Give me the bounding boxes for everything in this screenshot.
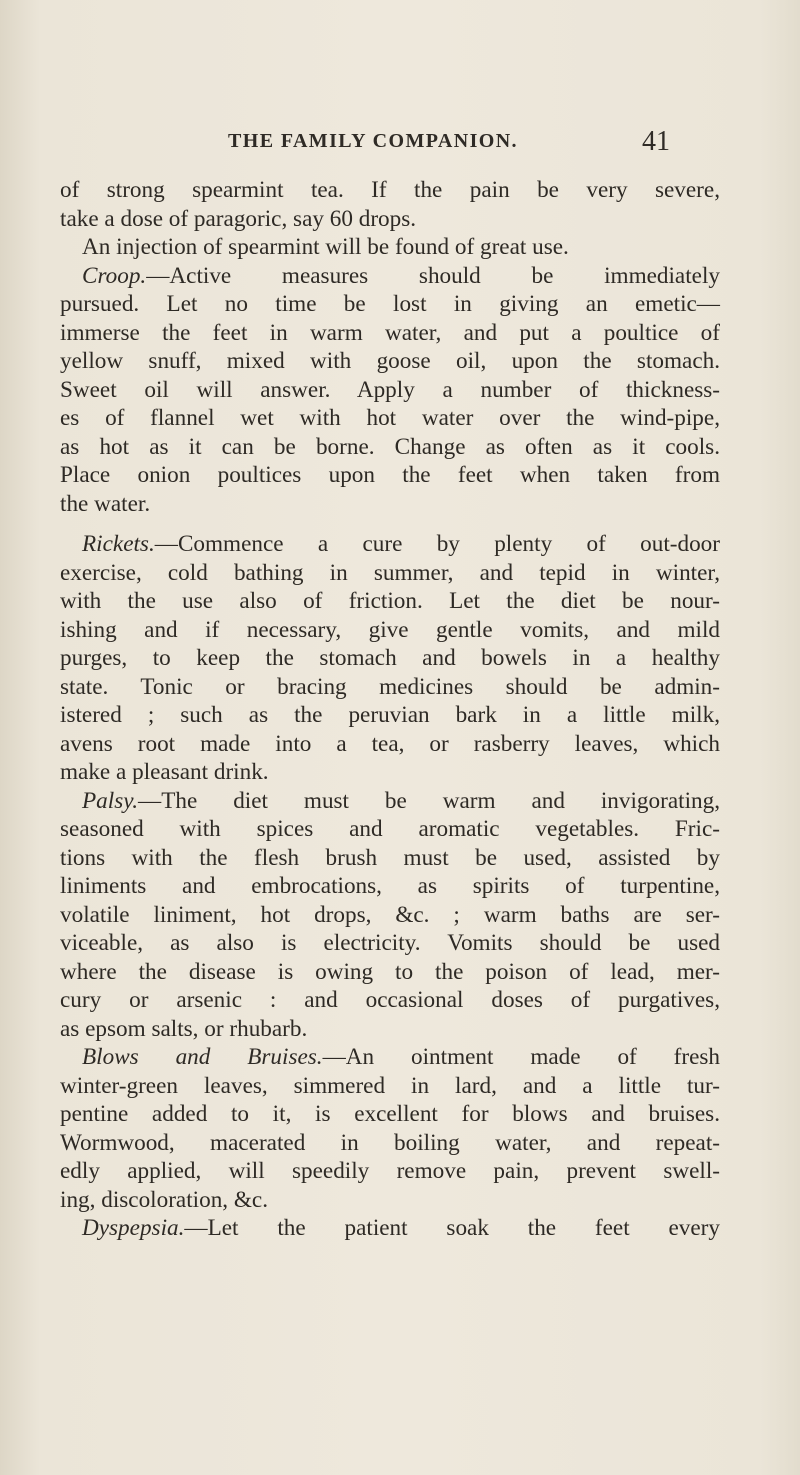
text-line: the water. xyxy=(60,490,151,517)
paragraph-blows-and-bruises xyxy=(60,1043,720,1214)
text-line: with the use also of friction. Let the diet be nour- xyxy=(60,588,720,614)
page-header xyxy=(0,122,800,162)
text-line: cury or arsenic : and occasional doses of purgatives, xyxy=(60,987,720,1013)
text-line: Wormwood, macerated in boiling water, and repeat- xyxy=(60,1129,720,1156)
running-title: THE FAMILY COMPANION. xyxy=(228,130,518,152)
text-line: take a dose of paragoric, say 60 drops. xyxy=(60,205,417,232)
paragraph-croop xyxy=(60,262,720,519)
section-heading-blows-and-bruises: Blows and Bruises. xyxy=(82,1044,323,1070)
paragraph-dyspepsia xyxy=(60,1214,720,1243)
text-line xyxy=(60,1043,720,1072)
paragraph-rickets xyxy=(60,530,720,787)
text-line: ishing and if necessary, give gentle vomits, and mild xyxy=(60,616,720,643)
text-line: volatile liniment, hot drops, &c. ; warm baths are ser- xyxy=(60,901,720,928)
paragraph-injection xyxy=(60,233,720,262)
text-line: pentine added to it, is excellent for blows and bruises. xyxy=(60,1101,720,1127)
text-line: ing, discoloration, &c. xyxy=(60,1186,269,1213)
page-number: 41 xyxy=(642,126,670,157)
text-line: of strong spearmint tea. If the pain be very severe, xyxy=(60,177,720,203)
text-line: tions with the flesh brush must be used, assisted by xyxy=(60,844,720,871)
text-line: avens root made into a tea, or rasberry leaves, which xyxy=(60,730,720,757)
text-line: winter-green leaves, simmered in lard, and a little tur- xyxy=(60,1072,720,1099)
text-line: exercise, cold bathing in summer, and tepid in winter, xyxy=(60,559,720,586)
section-heading-dyspepsia: Dyspepsia. xyxy=(82,1215,185,1241)
section-heading-croop: Croop. xyxy=(82,262,147,289)
text-line: viceable, as also is electricity. Vomits should be used xyxy=(60,930,720,956)
text-fragment: —Active measures should be immediately xyxy=(146,262,720,289)
text-line: liniments and embrocations, as spirits of turpentine, xyxy=(60,873,720,899)
paragraph-palsy xyxy=(60,787,720,1044)
text-line: where the disease is owing to the poison of lead, mer- xyxy=(60,958,720,985)
text-fragment: —Let the patient soak the feet every xyxy=(184,1215,720,1241)
text-line xyxy=(60,530,720,559)
text-line: immerse the feet in warm water, and put a poultice of xyxy=(60,319,720,346)
text-fragment: —Commence a cure by plenty of out-door xyxy=(154,531,720,557)
body-text xyxy=(60,176,720,1243)
text-line: yellow snuff, mixed with goose oil, upon the stomach. xyxy=(60,348,720,374)
text-line: es of flannel wet with hot water over the wind-pipe, xyxy=(60,405,720,431)
text-line: as hot as it can be borne. Change as often as it cools. xyxy=(60,433,720,460)
text-line: seasoned with spices and aromatic vegetables. Fric- xyxy=(60,816,720,842)
text-line: istered ; such as the peruvian bark in a little milk, xyxy=(60,702,720,728)
text-line xyxy=(60,262,720,291)
text-line: make a pleasant drink. xyxy=(60,759,269,785)
text-line: as epsom salts, or rhubarb. xyxy=(60,1015,308,1042)
text-line: Place onion poultices upon the feet when taken from xyxy=(60,462,720,488)
paragraph-continuation xyxy=(60,176,720,233)
text-line xyxy=(60,1214,720,1243)
text-line: pursued. Let no time be lost in giving an emetic— xyxy=(60,291,720,317)
section-heading-palsy: Palsy. xyxy=(82,787,139,814)
text-line: An injection of spearmint will be found of great use. xyxy=(82,234,569,260)
text-line: Sweet oil will answer. Apply a number of thickness- xyxy=(60,376,720,403)
text-fragment: —The diet must be warm and invigorating, xyxy=(138,787,720,814)
text-line: state. Tonic or bracing medicines should be admin- xyxy=(60,673,720,700)
section-heading-rickets: Rickets. xyxy=(82,531,155,557)
text-fragment: —An ointment made of fresh xyxy=(322,1044,720,1070)
text-line xyxy=(60,787,720,816)
text-line: edly applied, will speedily remove pain, prevent swell- xyxy=(60,1158,720,1184)
text-line: purges, to keep the stomach and bowels in a healthy xyxy=(60,645,720,671)
